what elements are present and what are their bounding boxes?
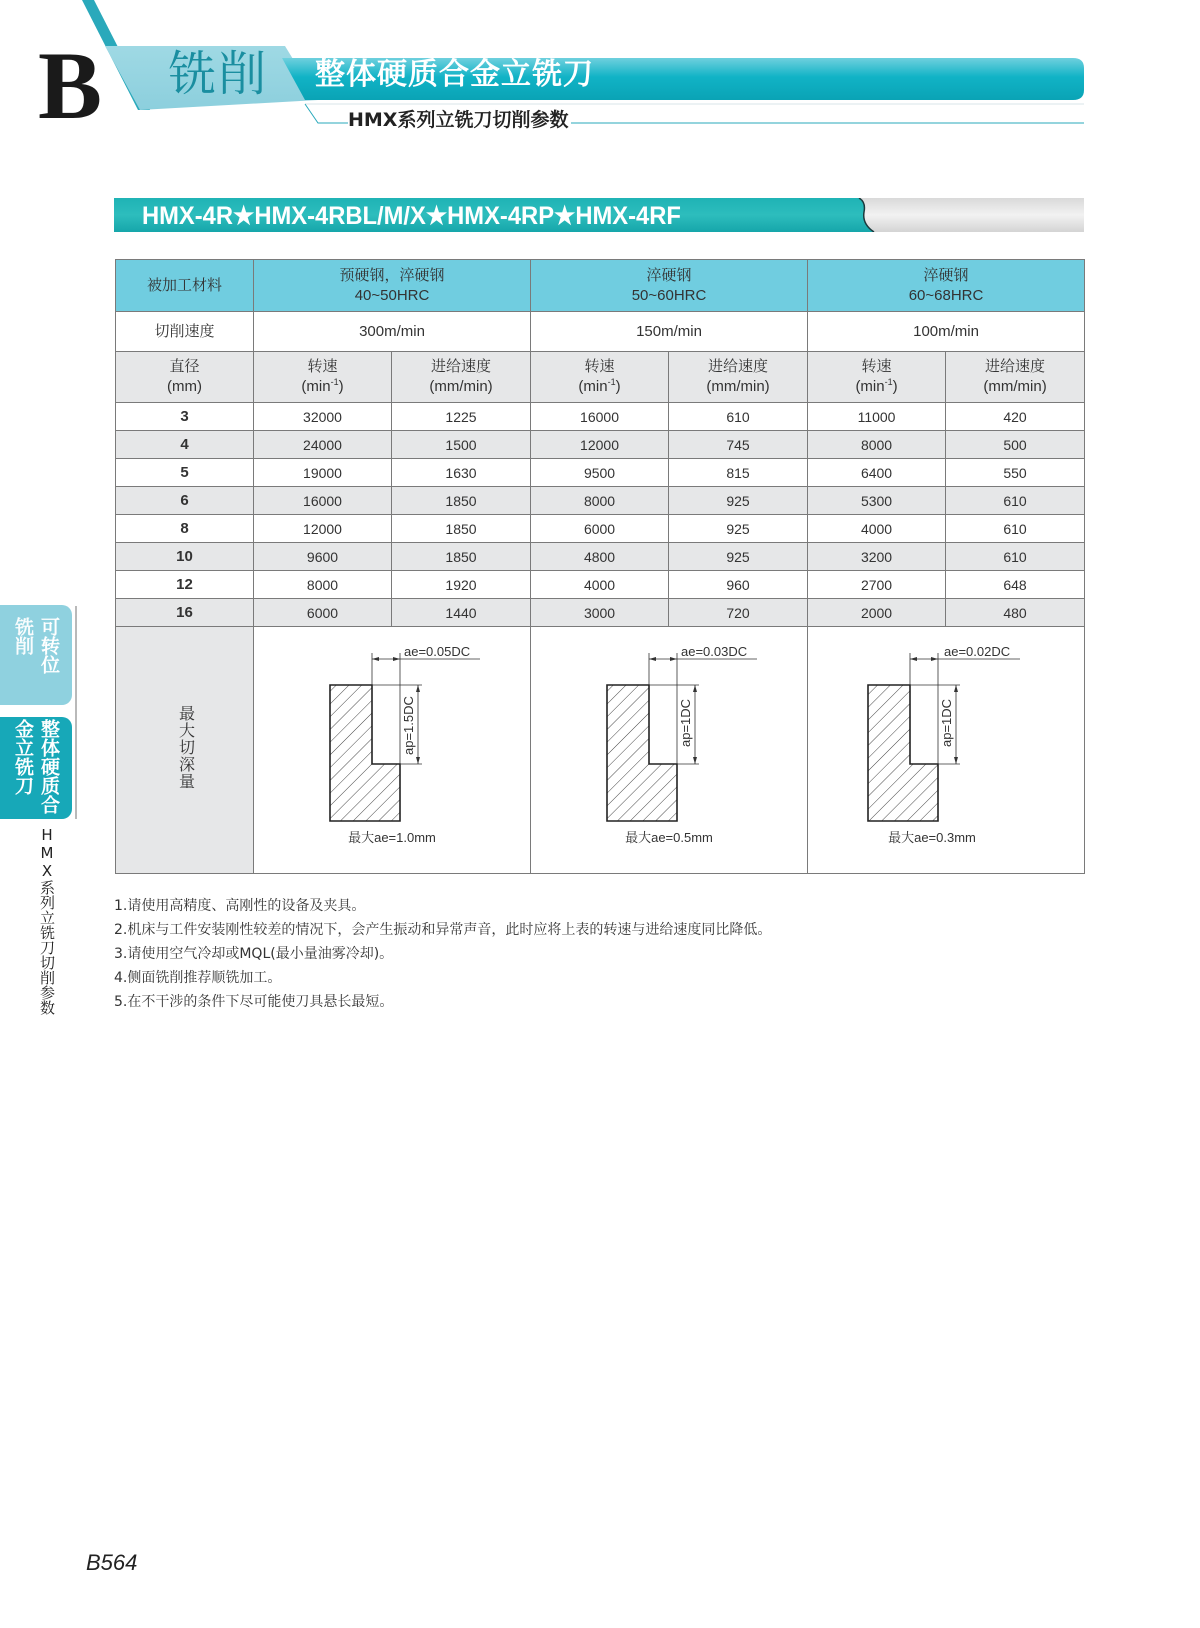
rpm-cell: 19000	[254, 459, 392, 487]
max-depth-row	[116, 627, 1085, 874]
feed-cell: 815	[669, 459, 808, 487]
feed-cell: 500	[946, 431, 1085, 459]
cutting-parameters-table	[115, 259, 1085, 874]
rpm-cell: 16000	[531, 403, 669, 431]
feed-header: 进给速度 (mm/min)	[946, 352, 1085, 403]
side-divider	[75, 606, 77, 819]
feed-cell: 610	[669, 403, 808, 431]
rpm-header: 转速 $(\min^{-1})$	[808, 352, 946, 403]
feed-cell: 960	[669, 571, 808, 599]
svg-text:最大ae=0.3mm: 最大ae=0.3mm	[888, 830, 976, 845]
material-cell: 预硬钢，淬硬钢 40~50HRC	[254, 260, 531, 312]
svg-text:ap=1.5DC: ap=1.5DC	[401, 696, 416, 755]
feed-cell: 648	[946, 571, 1085, 599]
cutting-speed-label: 切削速度	[116, 312, 254, 352]
section-letter: B	[38, 32, 103, 139]
rpm-cell: 16000	[254, 487, 392, 515]
rpm-cell: 5300	[808, 487, 946, 515]
rpm-cell: 4800	[531, 543, 669, 571]
note-item: 3.请使用空气冷却或MQL(最小量油雾冷却)。	[114, 946, 394, 962]
note-item: 5.在不干涉的条件下尽可能使刀具悬长最短。	[114, 994, 394, 1010]
feed-cell: 925	[669, 543, 808, 571]
side-caption: HMX系列立铣刀切削参数	[38, 826, 56, 1015]
rpm-header: 转速 $(\min^{-1})$	[254, 352, 392, 403]
feed-cell: 1920	[392, 571, 531, 599]
feed-cell: 610	[946, 543, 1085, 571]
rpm-cell: 24000	[254, 431, 392, 459]
rpm-cell: 6000	[254, 599, 392, 627]
side-tab-indexable-milling[interactable]: 铣削 可转位	[0, 605, 72, 705]
cutting-depth-diagram	[254, 627, 530, 873]
side-tab-solid-carbide-endmill[interactable]: 金立铣刀 整体硬质合	[0, 717, 72, 819]
max-depth-label-cell	[116, 627, 254, 874]
feed-cell: 1500	[392, 431, 531, 459]
diameter-cell: 5	[116, 459, 254, 487]
material-row	[116, 260, 1085, 312]
feed-cell: 1850	[392, 543, 531, 571]
cutting-depth-diagram	[808, 627, 1084, 873]
rpm-cell: 2700	[808, 571, 946, 599]
rpm-cell: 2000	[808, 599, 946, 627]
svg-text:最大ae=1.0mm: 最大ae=1.0mm	[348, 830, 436, 845]
max-depth-label: 最大切深量	[176, 704, 194, 790]
cutting-speed-value: 150m/min	[531, 312, 808, 352]
feed-header: 进给速度 (mm/min)	[392, 352, 531, 403]
table-row	[116, 431, 1085, 459]
feed-cell: 745	[669, 431, 808, 459]
rpm-cell: 11000	[808, 403, 946, 431]
column-header-row	[116, 352, 1085, 403]
rpm-cell: 12000	[531, 431, 669, 459]
svg-text:ae=0.02DC: ae=0.02DC	[944, 644, 1011, 659]
table-row	[116, 543, 1085, 571]
diameter-header: 直径 (mm)	[116, 352, 254, 403]
feed-header: 进给速度 (mm/min)	[669, 352, 808, 403]
rpm-cell: 8000	[531, 487, 669, 515]
note-item: 4.侧面铣削推荐顺铣加工。	[114, 970, 282, 986]
svg-text:ap=1DC: ap=1DC	[678, 698, 694, 747]
rpm-cell: 6400	[808, 459, 946, 487]
table-row	[116, 459, 1085, 487]
cutting-speed-value: 100m/min	[808, 312, 1085, 352]
svg-text:最大ae=0.5mm: 最大ae=0.5mm	[625, 830, 713, 845]
svg-text:ae=0.05DC: ae=0.05DC	[404, 644, 471, 659]
note-item: 2.机床与工件安装刚性较差的情况下，会产生振动和异常声音，此时应将上表的转速与进给速度同比降低。	[114, 922, 772, 938]
diameter-cell: 16	[116, 599, 254, 627]
feed-cell: 610	[946, 515, 1085, 543]
rpm-cell: 4000	[808, 515, 946, 543]
rpm-cell: 9500	[531, 459, 669, 487]
cutting-depth-diagram	[531, 627, 807, 873]
diameter-cell: 4	[116, 431, 254, 459]
depth-diagram-cell	[254, 627, 531, 874]
feed-cell: 925	[669, 487, 808, 515]
svg-text:ap=1DC: ap=1DC	[939, 698, 955, 747]
cutting-speed-row	[116, 312, 1085, 352]
rpm-cell: 9600	[254, 543, 392, 571]
diameter-cell: 3	[116, 403, 254, 431]
table-row	[116, 403, 1085, 431]
feed-cell: 550	[946, 459, 1085, 487]
depth-diagram-cell	[531, 627, 808, 874]
feed-cell: 925	[669, 515, 808, 543]
feed-cell: 1225	[392, 403, 531, 431]
page-subtitle: HMX系列立铣刀切削参数	[348, 111, 571, 130]
diameter-cell: 10	[116, 543, 254, 571]
feed-cell: 1850	[392, 515, 531, 543]
feed-cell: 1630	[392, 459, 531, 487]
page-title: 整体硬质合金立铣刀	[315, 57, 594, 92]
table-row	[116, 599, 1085, 627]
table-row	[116, 515, 1085, 543]
material-label: 被加工材料	[116, 260, 254, 312]
rpm-cell: 6000	[531, 515, 669, 543]
note-item: 1.请使用高精度、高刚性的设备及夹具。	[114, 898, 366, 914]
svg-text:ae=0.03DC: ae=0.03DC	[681, 644, 748, 659]
rpm-cell: 32000	[254, 403, 392, 431]
feed-cell: 720	[669, 599, 808, 627]
rpm-cell: 8000	[254, 571, 392, 599]
section-title: 铣削	[168, 46, 269, 102]
rpm-cell: 8000	[808, 431, 946, 459]
diameter-cell: 12	[116, 571, 254, 599]
feed-cell: 480	[946, 599, 1085, 627]
rpm-cell: 4000	[531, 571, 669, 599]
rpm-header: 转速 $(\min^{-1})$	[531, 352, 669, 403]
rpm-cell: 3000	[531, 599, 669, 627]
feed-cell: 610	[946, 487, 1085, 515]
rpm-cell: 3200	[808, 543, 946, 571]
table-row	[116, 487, 1085, 515]
diameter-cell: 6	[116, 487, 254, 515]
diameter-cell: 8	[116, 515, 254, 543]
feed-cell: 1850	[392, 487, 531, 515]
cutting-speed-value: 300m/min	[254, 312, 531, 352]
feed-cell: 1440	[392, 599, 531, 627]
page-number: B564	[86, 1550, 138, 1575]
table-row	[116, 571, 1085, 599]
depth-diagram-cell	[808, 627, 1085, 874]
rpm-cell: 12000	[254, 515, 392, 543]
feed-cell: 420	[946, 403, 1085, 431]
usage-notes	[114, 894, 771, 1014]
series-models: HMX-4R★HMX-4RBL/M/X★HMX-4RP★HMX-4RF	[142, 202, 681, 230]
material-cell: 淬硬钢 50~60HRC	[531, 260, 808, 312]
material-cell: 淬硬钢 60~68HRC	[808, 260, 1085, 312]
